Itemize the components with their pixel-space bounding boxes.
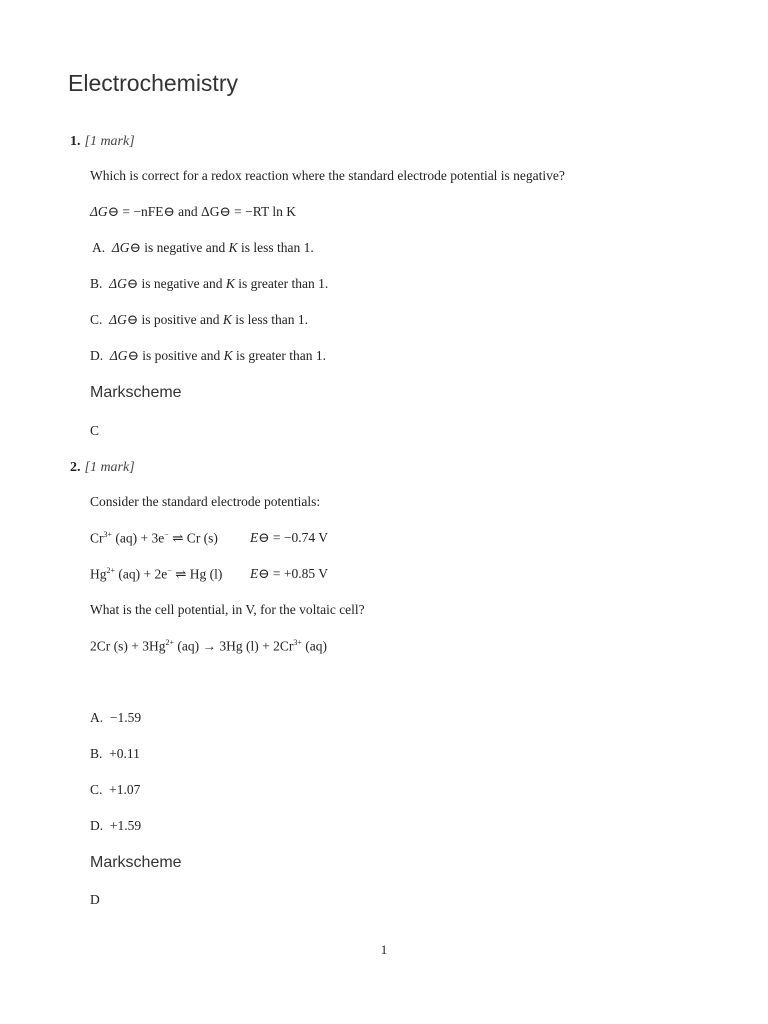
question-number: 1.: [70, 134, 81, 149]
question-number: 2.: [70, 460, 81, 475]
half-reaction-hg-potential: E⊖ = +0.85 V: [250, 566, 329, 581]
question-1-option-a: A. ΔG⊖ is negative and K is less than 1.: [92, 240, 314, 255]
question-2-option-b: B. +0.11: [90, 746, 140, 761]
question-1-option-d: D. ΔG⊖ is positive and K is greater than 1.: [90, 348, 326, 363]
half-reaction-hg: $Hg^{2+}$ (aq) + 2e− ⇌ Hg (l): [90, 566, 223, 582]
markscheme-answer: C: [90, 423, 100, 438]
cell-reaction: 2Cr $(s) + 3Hg^{2+}$ (aq) → 3Hg $(l) + 2Cr^{3+}$ (aq): [90, 638, 327, 654]
question-2-option-a: A. −1.59: [90, 710, 142, 725]
question-2-prompt: What is the cell potential, in V, for the voltaic cell?: [90, 602, 365, 617]
question-1-stem: Which is correct for a redox reaction where the standard electrode potential is negative?: [90, 168, 565, 183]
question-2-option-c: C. +1.07: [90, 782, 141, 797]
question-1-formula: ΔG⊖ = −nFE⊖ and ΔG⊖ = −RT ln K: [90, 204, 296, 219]
question-1-option-b: B. ΔG⊖ is negative and K is greater than 1.: [90, 276, 329, 291]
markscheme-heading: Markscheme: [90, 384, 182, 401]
markscheme-answer: D: [90, 892, 100, 907]
question-1-header: [70, 132, 135, 150]
question-marks: [1 mark]: [84, 134, 135, 149]
page-number: 1: [380, 942, 388, 957]
question-2-header: [70, 458, 135, 476]
question-1-option-c: C. ΔG⊖ is positive and K is less than 1.: [90, 312, 309, 327]
question-2-option-d: D. +1.59: [90, 818, 142, 833]
page-title: Electrochemistry: [68, 70, 238, 96]
half-reaction-cr-potential: E⊖ = −0.74 V: [250, 530, 329, 545]
half-reaction-cr: $Cr^{3+}$ (aq) + 3e− ⇌ Cr (s): [90, 530, 218, 546]
question-marks: [1 mark]: [84, 460, 135, 475]
markscheme-heading: Markscheme: [90, 854, 182, 871]
question-2-stem: Consider the standard electrode potentials:: [90, 494, 321, 509]
